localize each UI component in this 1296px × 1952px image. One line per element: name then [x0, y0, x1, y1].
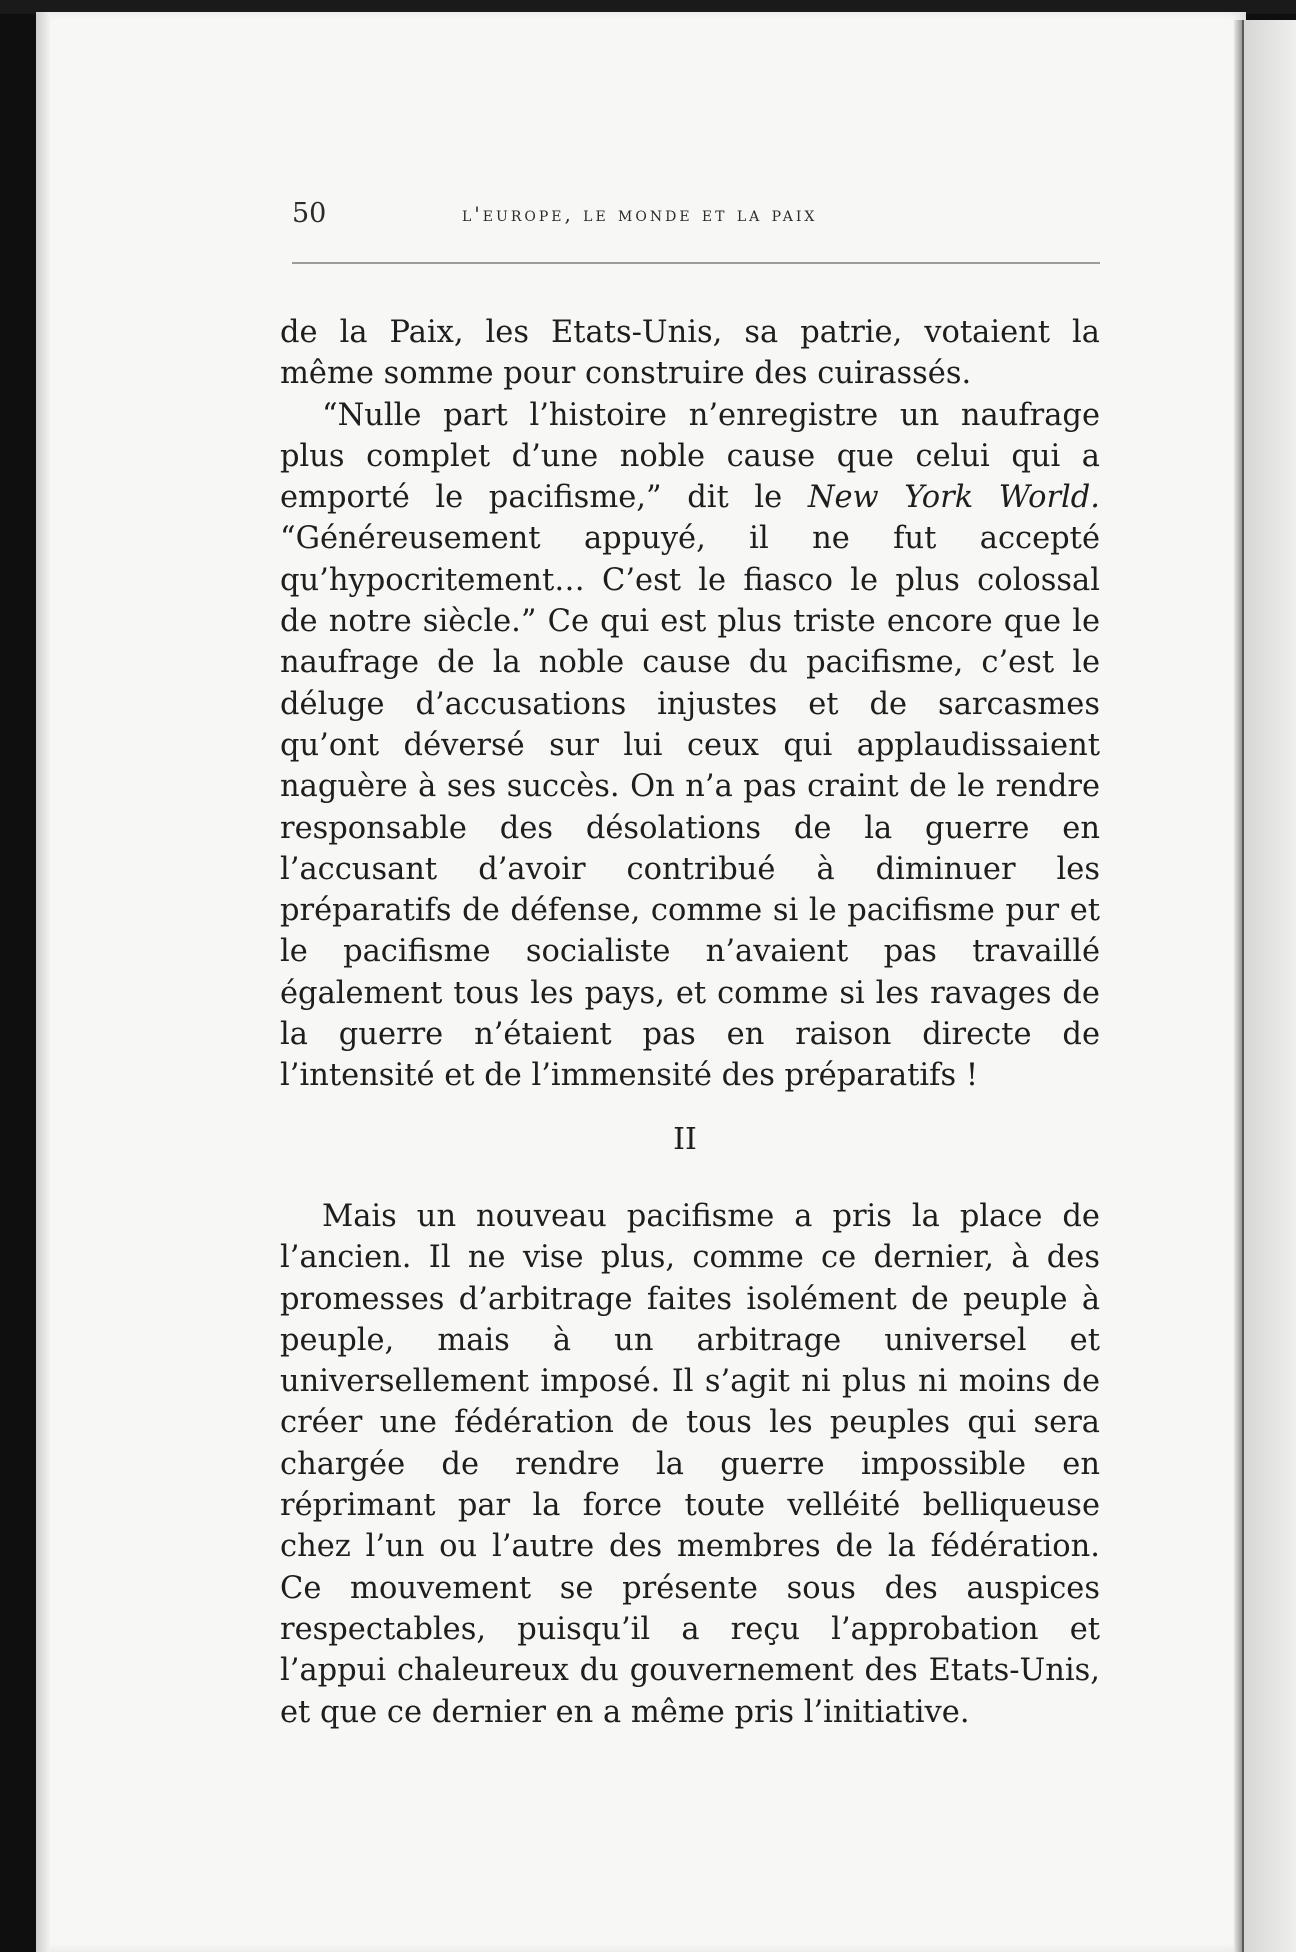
page-number: 50: [292, 198, 327, 229]
page-edge-left: [36, 12, 50, 1952]
section-one-text: [280, 312, 1100, 1097]
paragraph-quote: [280, 395, 1100, 1097]
section-two-text: [280, 1196, 1100, 1733]
publication-title: New York World.: [807, 480, 1101, 516]
paragraph-text: “Nulle part l’histoire n’enregistre un naufrage plus complet d’une noble cause que celui qui a emporté le pacifisme,” dit le: [280, 397, 1100, 516]
paragraph: Mais un nouveau pacifisme a pris la place de l’ancien. Il ne vise plus, comme ce dernier, à des promesses d’arbitrage faites isolément de peuple à peuple, mais à un arbitrage universel et universellement imposé. Il s’agit ni plus ni moins de créer une fédération de tous les peuples qui sera chargée de rendre la guerre impossible en réprimant par la force toute velléité belliqueuse chez l’un ou l’autre des membres de la fédération. Ce mouvement se présente sous des auspices respectables, puisqu’il a reçu l’approbation et l’appui chaleureux du gouvernement des Etats-Unis, et que ce dernier en a même pris l’initiative.: [280, 1199, 1100, 1730]
section-numeral: II: [673, 1122, 697, 1157]
paragraph-text: “Généreusement appuyé, il ne fut accepté qu’hypocritement… C’est le fiasco le plus colossal de notre siècle.” Ce qui est plus triste encore que le naufrage de la noble cause du pacifisme, c’est le déluge d’accusations injustes et de sarcasmes qu’ont déversé sur lui ceux qui applaudissaient naguère à ses succès. On n’a pas craint de le rendre responsable des désolations de la guerre en l’accusant d’avoir contribué à diminuer les préparatifs de défense, comme si le pacifisme pur et le pacifisme socialiste n’avaient pas travaillé également tous les pays, et comme si les ravages de la guerre n’étaient pas en raison directe de l’intensité et de l’immensité des préparatifs !: [280, 521, 1100, 1094]
adjacent-page-edge: [1244, 20, 1296, 1952]
page-edge-right: [1234, 20, 1242, 1952]
header-rule: [292, 262, 1100, 264]
running-header: [292, 198, 1100, 238]
paragraph: de la Paix, les Etats-Unis, sa patrie, votaient la même somme pour construire des cuirassés.: [280, 315, 1100, 392]
running-title: l'europe, le monde et la paix: [462, 202, 818, 226]
